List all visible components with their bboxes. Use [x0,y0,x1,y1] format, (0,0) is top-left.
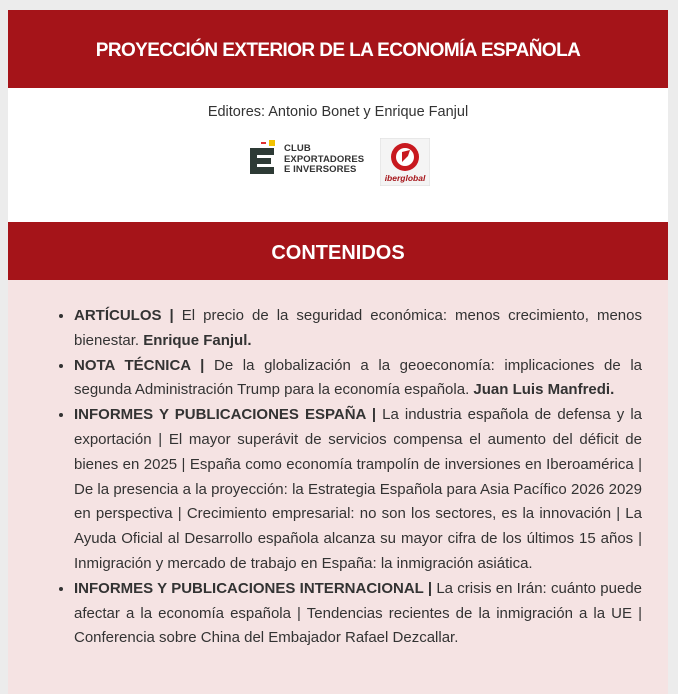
newsletter [8,10,668,694]
club-logo-text [284,144,364,176]
club-line-3: E INVERSORES [284,164,357,175]
iberglobal-logo[interactable] [380,138,430,186]
item-text: De la globalización a la geoeconomía: implicaciones de la segunda Administración Trump para la economía española. [74,356,642,399]
item-text: La industria española de defensa y la exportación | El mayor superávit de servicios compensa el aumento del déficit de bienes en 2025 | España como economía trampolín de inversiones en Iberoamérica | De la presencia a la proyección: la Estrategia Española para Asia Pacífico 2026 2029 en perspectiva | Crecimiento empresarial: no son los sectores, es la innovación | La Ayuda Oficial al Desarrollo española alcanza su mayor cifra de los últimos 15 años | Inmigración y mercado de trabajo en España: la inmigración asiática. [74,406,642,572]
contents-heading: CONTENIDOS [8,222,668,280]
item-category: INFORMES Y PUBLICACIONES INTERNACIONAL | [74,579,433,597]
contents-item[interactable] [74,403,642,577]
iberglobal-wordmark: iberglobal [384,173,426,183]
item-author: Juan Luis Manfredi. [473,381,615,399]
item-author: Enrique Fanjul. [143,331,252,349]
contents-item[interactable] [74,354,642,404]
item-text: La crisis en Irán: cuánto puede afectar a la economía española | Tendencias recientes de la inmigración a la UE | Conferencia sobre China del Embajador Rafael Dezcallar. [74,579,643,647]
banner-title: PROYECCIÓN EXTERIOR DE LA ECONOMÍA ESPAÑOLA [8,10,668,88]
contents-item[interactable] [74,304,642,354]
editors-block [8,88,668,222]
item-category: INFORMES Y PUBLICACIONES ESPAÑA | [74,406,377,424]
club-logo-icon [246,138,282,184]
editors-line: Editores: Antonio Bonet y Enrique Fanjul [207,104,469,120]
contents-list [34,304,642,651]
contents-panel [8,280,668,694]
item-category: NOTA TÉCNICA | [74,356,205,374]
contents-item[interactable] [74,577,642,651]
club-exportadores-logo[interactable] [246,138,376,188]
item-category: ARTÍCULOS | [74,307,174,324]
club-line-1: CLUB [284,143,311,154]
item-text: El precio de la seguridad económica: menos crecimiento, menos bienestar. [74,307,642,349]
club-line-2: EXPORTADORES [284,153,365,165]
